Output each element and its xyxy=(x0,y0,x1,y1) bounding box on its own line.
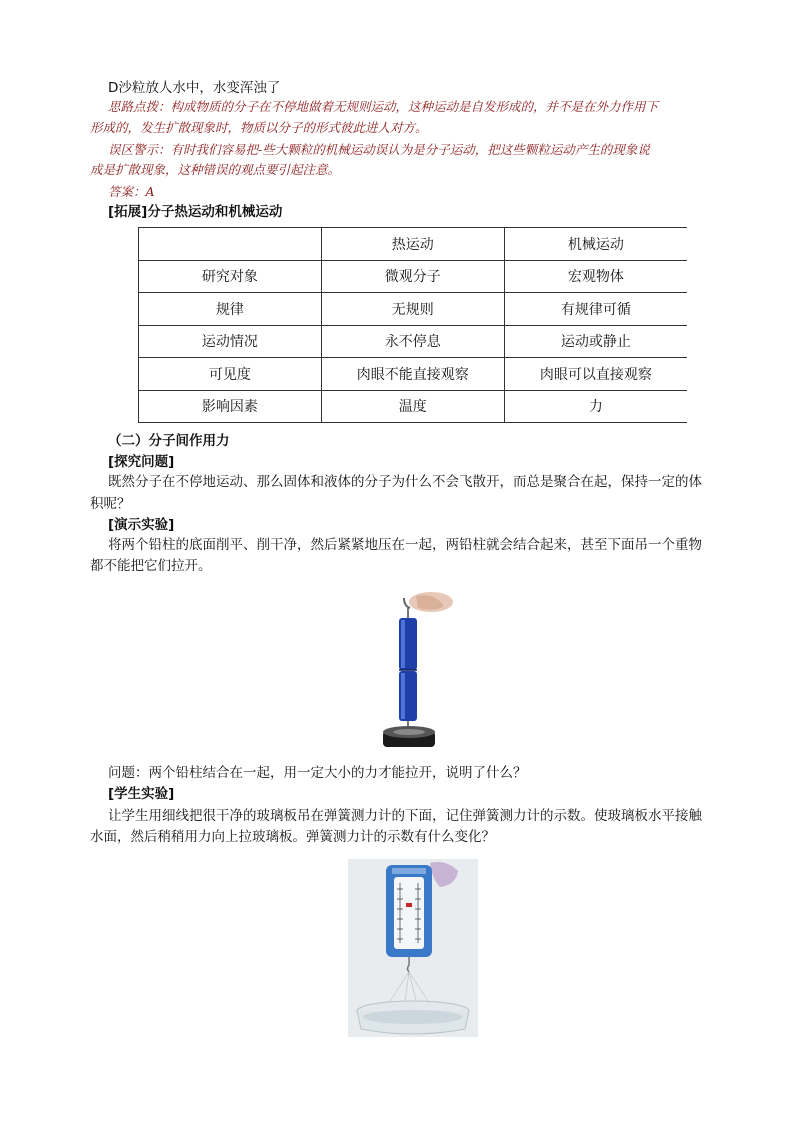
comparison-table xyxy=(138,227,687,423)
student-title: [学生实验] xyxy=(108,786,175,802)
table-row xyxy=(139,390,688,423)
student-line-1: 让学生用细线把很干净的玻璃板吊在弹簧测力计的下面，记住弹簧测力计的示数。使玻璃板水平接触 xyxy=(108,808,702,824)
warning-line-2: 成是扩散现象，这种错误的观点要引起注意。 xyxy=(90,162,341,177)
table-header-cell: 热运动 xyxy=(321,228,504,261)
hint-line-2: 形成的，发生扩散现象时，物质以分子的形式彼此进人对方。 xyxy=(90,120,428,135)
table-header-cell: 机械运动 xyxy=(504,228,687,261)
table-cell: 运动情况 xyxy=(139,325,322,358)
extension-title: [拓展]分子热运动和机械运动 xyxy=(108,204,283,220)
question: 问题：两个铅柱结合在一起，用一定大小的力才能拉开，说明了什么？ xyxy=(108,765,527,781)
lead-cylinder-photo xyxy=(356,592,456,752)
table-cell: 力 xyxy=(504,390,687,423)
table-cell: 有规律可循 xyxy=(504,293,687,326)
table-row xyxy=(139,260,688,293)
table-cell: 温度 xyxy=(321,390,504,423)
table-header-row xyxy=(139,228,688,261)
demo-line-2: 都不能把它们拉开。 xyxy=(90,558,212,574)
table-cell: 运动或静止 xyxy=(504,325,687,358)
demo-line-1: 将两个铅柱的底面削平、削干净，然后紧紧地压在一起，两铅柱就会结合起来，甚至下面吊一个重物 xyxy=(108,537,702,553)
option-d: D沙粒放人水中，水变浑浊了 xyxy=(108,80,281,96)
table-cell: 无规则 xyxy=(321,293,504,326)
table-cell: 肉眼不能直接观察 xyxy=(321,358,504,391)
hint-line-1: 思路点拨：构成物质的分子在不停地做着无规则运动，这种运动是自发形成的，并不是在外力作用下 xyxy=(108,99,659,114)
table-row xyxy=(139,293,688,326)
answer: 答案：A xyxy=(108,184,155,199)
table-cell: 宏观物体 xyxy=(504,260,687,293)
explore-title: [探究问题] xyxy=(108,454,175,470)
explore-line-2: 积呢？ xyxy=(90,496,131,512)
student-line-2: 水面，然后稍稍用力向上拉玻璃板。弹簧测力计的示数有什么变化？ xyxy=(90,829,495,845)
table-cell: 微观分子 xyxy=(321,260,504,293)
warning-line-1: 误区警示：有时我们容易把-些大颗粒的机械运动误认为是分子运动，把这些颗粒运动产生的现象说 xyxy=(108,142,650,157)
table-row xyxy=(139,358,688,391)
table-cell: 永不停息 xyxy=(321,325,504,358)
table-row xyxy=(139,325,688,358)
demo-title: [演示实验] xyxy=(108,517,175,533)
table-cell: 规律 xyxy=(139,293,322,326)
section-title: （二）分子间作用力 xyxy=(108,433,230,449)
table-cell: 肉眼可以直接观察 xyxy=(504,358,687,391)
spring-scale-photo xyxy=(348,859,478,1037)
table-cell: 影响因素 xyxy=(139,390,322,423)
table-cell: 研究对象 xyxy=(139,260,322,293)
explore-line-1: 既然分子在不停地运动、那么固体和液体的分子为什么不会飞散开，而总是聚合在起，保持一定的体 xyxy=(108,474,702,490)
table-cell: 可见度 xyxy=(139,358,322,391)
table-header-cell xyxy=(139,228,322,261)
